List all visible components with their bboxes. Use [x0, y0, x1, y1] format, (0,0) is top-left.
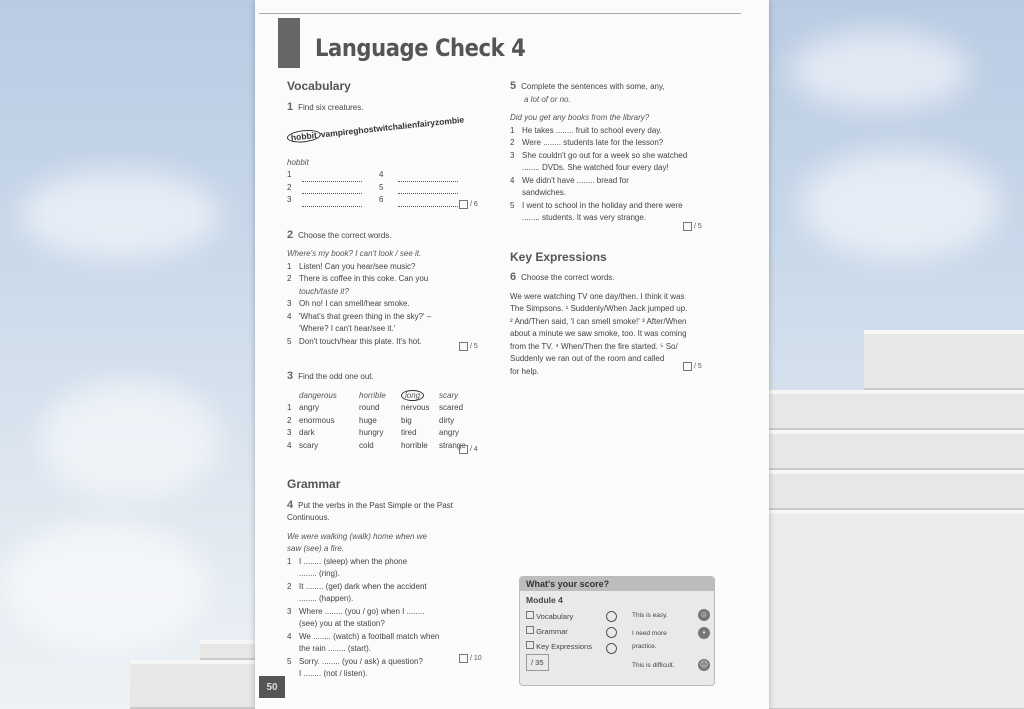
circled-word: hobbit [286, 128, 321, 143]
background-steps-left [130, 640, 260, 709]
rating-circle [606, 611, 617, 622]
whats-your-score-box [519, 576, 715, 686]
exercise-4-item: 3 Where ........ (you / go) when I ........ [287, 606, 425, 616]
exercise-4-item: ........ (happen). [299, 594, 354, 603]
exercise-4-score: / 10 [459, 654, 482, 663]
rating-easy: This is easy. ☺ [632, 610, 709, 619]
grammar-heading: Grammar [287, 477, 341, 491]
exercise-5-item: 3 She couldn't go out for a week so she watched [510, 150, 688, 160]
exercise-4-example-line2: saw (see) a fire. [287, 544, 344, 553]
exercise-3-example: dangerous horrible long scary [299, 390, 459, 400]
exercise-2-item: 3 Oh no! I can smell/hear smoke. [287, 299, 410, 308]
sad-face-icon: ☹ [699, 660, 709, 669]
neutral-face-icon: • [698, 627, 710, 639]
exercise-3-score: / 4 [459, 445, 478, 454]
score-row-key-expressions: Key Expressions [526, 639, 592, 654]
exercise-2-item: touch/taste it? [299, 286, 349, 296]
page-number: 50 [259, 676, 285, 698]
exercise-5-item: ........ DVDs. She watched four every day! [522, 163, 669, 172]
module-label: Module 4 [526, 595, 563, 605]
exercise-5-item: 1 He takes ........ fruit to school every day. [510, 125, 662, 135]
rating-circle [606, 627, 617, 638]
score-row-vocabulary: Vocabulary [526, 609, 592, 624]
vocabulary-heading: Vocabulary [287, 79, 351, 93]
exercise-2-item: 2 There is coffee in this coke. Can you [287, 274, 429, 283]
whats-your-score-heading: What's your score? [520, 577, 714, 591]
exercise-2-item: 'Where? I can't hear/see it.' [299, 324, 396, 333]
exercise-6-score: / 5 [683, 362, 702, 371]
exercise-5-example: Did you get any books from the library? [510, 113, 650, 122]
exercise-3-row: 3 dark hungry tired angry [287, 428, 460, 437]
title-tab [278, 18, 300, 68]
word-snake [286, 111, 486, 144]
exercise-1-instruction: 1 Find six creatures. [287, 100, 364, 113]
exercise-3-row: 4 scary cold horrible strange [287, 440, 466, 450]
exercise-4-example-line1: We were walking (walk) home when we [287, 531, 427, 541]
score-row-grammar: Grammar [526, 624, 592, 639]
exercise-4-item: 1 I ........ (sleep) when the phone [287, 556, 408, 566]
exercise-3-row: 2 enormous huge big dirty [287, 415, 455, 425]
exercise-1-score: / 6 [459, 200, 478, 209]
rating-circle [606, 643, 617, 654]
exercise-2-item: 5 Don't touch/hear this plate. It's hot. [287, 336, 422, 346]
left-column [287, 80, 487, 681]
smile-face-icon: ☺ [699, 610, 709, 619]
exercise-4-item: 5 Sorry. ........ (you / ask) a question? [287, 656, 423, 666]
exercise-6-text: We were watching TV one day/then. I think it was The Simpsons. ¹ Suddenly/When Jack jumped up. ² And/Then said, 'I can smell smoke!' ³ After/When about a minute we saw smoke, too. It was coming from the TV. ⁴ When/Then the fire started. ⁵ So/ Suddenly we ran out of the room and called for help. [510, 291, 688, 376]
textbook-page [255, 0, 769, 709]
exercise-5-instruction: 5 Complete the sentences with some, any, a lot of or no. [510, 80, 665, 104]
exercise-5-score: / 5 [683, 222, 702, 231]
exercise-4-item: 4 We ........ (watch) a football match when [287, 631, 440, 641]
rating-practice: I need more practice. • [632, 627, 710, 653]
exercise-4-instruction: 4 Put the verbs in the Past Simple or the Past Continuous. [287, 498, 453, 522]
exercise-4-item: (see) you at the station? [299, 619, 385, 628]
exercise-4-item: 2 It ........ (get) dark when the accident [287, 581, 427, 591]
exercise-5-item: 4 We didn't have ........ bread for [510, 175, 629, 185]
exercise-4-item: ........ (ring). [299, 569, 340, 578]
word-snake-rest: vampireghostwitchalienfairyzombie [320, 114, 465, 140]
exercise-2-score: / 5 [459, 342, 478, 351]
background-stairs [764, 330, 1024, 709]
exercise-1-example: hobbit [287, 157, 309, 167]
key-expressions-heading: Key Expressions [510, 249, 607, 264]
exercise-5-item: sandwiches. [522, 188, 567, 197]
exercise-2-item: 1 Listen! Can you hear/see music? [287, 261, 416, 271]
exercise-3-row: 1 angry round nervous scared [287, 403, 464, 412]
exercise-4-item: the rain ........ (start). [299, 644, 372, 653]
exercise-5-item: 2 Were ........ students late for the lesson? [510, 138, 664, 147]
exercise-4-item: I ........ (not / listen). [299, 669, 368, 678]
exercise-6-instruction: 6 Choose the correct words. [510, 271, 615, 283]
page-top-rule [259, 13, 741, 14]
exercise-2-example: Where's my book? I can't look / see it. [287, 249, 422, 258]
exercise-1-answers: 1 4 2 5 3 6 [287, 169, 487, 207]
exercise-2-instruction: 2 Choose the correct words. [287, 228, 392, 241]
page-title: Language Check 4 [315, 34, 526, 62]
rating-difficult: This is difficult. ☹ [632, 660, 709, 669]
exercise-2-item: 4 'What's that green thing in the sky?' – [287, 311, 432, 321]
exercise-3-instruction: 3 Find the odd one out. [287, 370, 374, 382]
exercise-5-item: 5 I went to school in the holiday and there were [510, 200, 683, 210]
score-total: / 35 [526, 654, 549, 671]
exercise-5-item: ........ students. It was very strange. [522, 213, 647, 222]
